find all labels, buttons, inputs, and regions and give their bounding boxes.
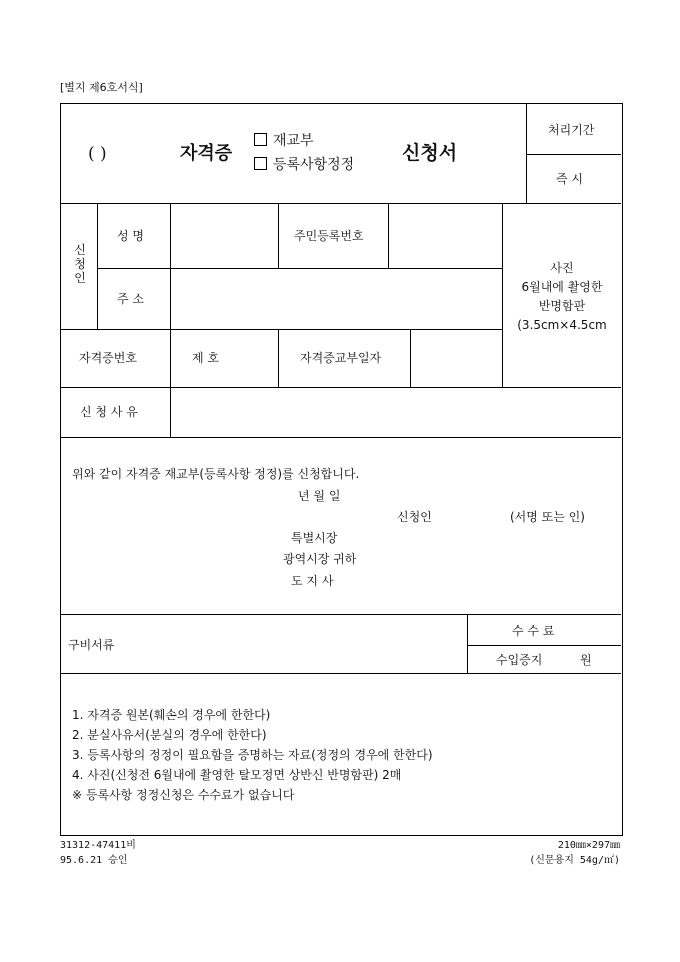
license-number-label: 자격증번호 [79, 351, 137, 365]
rrn-field[interactable] [390, 205, 500, 266]
option-correction-label: 등록사항정정 [273, 157, 355, 173]
photo-line1: 사진 [550, 261, 574, 275]
footer-paper: (신문용지 54g/㎡) [529, 855, 620, 866]
document-note: ※ 등록사항 정정신청은 수수료가 없습니다 [72, 788, 295, 802]
option-reissue-label: 재교부 [273, 133, 314, 149]
document-item: 2. 분실사유서(분실의 경우에 한한다) [72, 728, 267, 742]
applicant-label: 신청인 [74, 243, 86, 285]
form-label: [별지 제6호서식] [60, 81, 143, 94]
footer-approval: 95.6.21 승인 [60, 855, 128, 866]
statement-date[interactable]: 년 월 일 [298, 489, 341, 503]
documents-list [72, 705, 433, 805]
documents-label: 구비서류 [68, 638, 115, 652]
license-number-value[interactable]: 제 호 [192, 351, 219, 365]
fee-label: 수 수 료 [512, 624, 555, 638]
processing-label: 처리기간 [548, 123, 595, 137]
addressee-line1: 특별시장 [291, 531, 338, 545]
issue-date-label: 자격증교부일자 [300, 351, 382, 365]
name-label: 성 명 [117, 229, 144, 243]
footer-code: 31312-47411비 [60, 840, 136, 851]
photo-line2: 6월내에 촬영한 [521, 280, 603, 294]
document-item: 1. 자격증 원본(훼손의 경우에 한한다) [72, 708, 271, 722]
signature-field[interactable]: (서명 또는 인) [510, 510, 585, 524]
option-correction[interactable] [254, 157, 354, 172]
rrn-label: 주민등록번호 [294, 229, 364, 243]
reissue-checkbox[interactable] [254, 133, 267, 146]
option-reissue[interactable] [254, 133, 314, 148]
photo-area[interactable] [503, 259, 621, 335]
title-paren: ( ) [88, 144, 107, 164]
issue-date-field[interactable] [412, 331, 500, 385]
footer-size: 210㎜×297㎜ [557, 840, 620, 851]
title-apply: 신청서 [402, 142, 458, 164]
addressee-line3: 도 지 사 [291, 574, 334, 588]
name-field[interactable] [172, 205, 276, 266]
fee-unit: 원 [580, 653, 592, 667]
fee-stamp-label: 수입증지 [496, 653, 543, 667]
photo-line3: 반명함판 [538, 299, 586, 313]
document-item: 3. 등록사항의 정정이 필요함을 증명하는 자료(정정의 경우에 한한다) [72, 748, 433, 762]
correction-checkbox[interactable] [254, 157, 267, 170]
processing-value: 즉 시 [556, 172, 583, 186]
address-label: 주 소 [117, 292, 144, 306]
addressee-line2: 광역시장 귀하 [283, 552, 357, 566]
photo-line4: (3.5cm×4.5cm [517, 318, 607, 332]
statement-applicant: 신청인 [397, 510, 432, 524]
document-item: 4. 사진(신청전 6월내에 촬영한 탈모정면 상반신 반명함판) 2매 [72, 768, 402, 782]
title-cert: 자격증 [180, 143, 233, 164]
address-field[interactable] [172, 270, 500, 327]
statement-text: 위와 같이 자격증 재교부(등록사항 정정)를 신청합니다. [72, 467, 360, 481]
reason-label: 신 청 사 유 [80, 405, 138, 419]
reason-field[interactable] [172, 389, 619, 435]
